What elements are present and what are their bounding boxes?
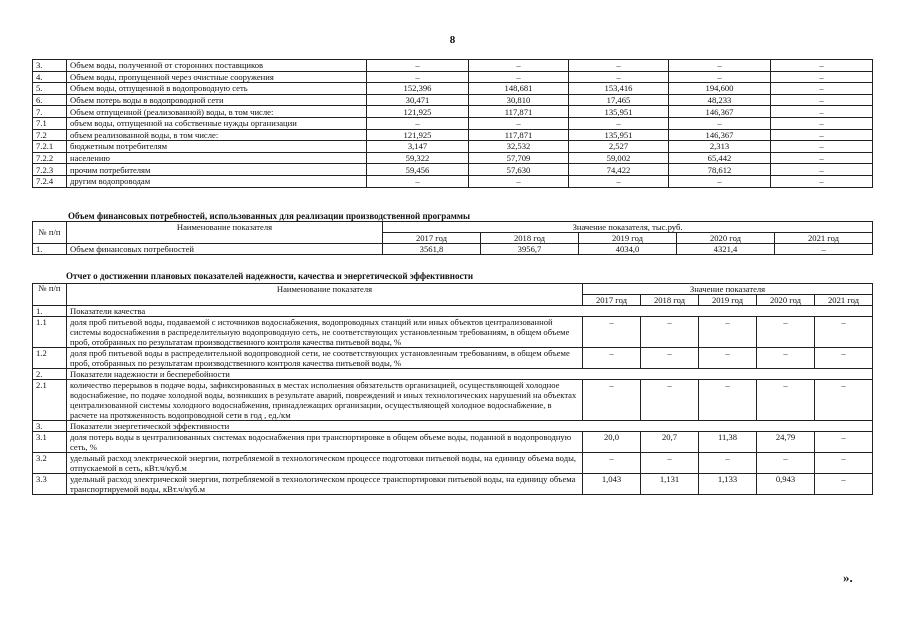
row-value: – bbox=[641, 348, 699, 369]
page-number: 8 bbox=[449, 34, 456, 46]
row-value: 194,600 bbox=[669, 83, 771, 95]
row-num: 1.1 bbox=[33, 317, 67, 348]
section-row bbox=[33, 369, 873, 380]
row-num: 4. bbox=[33, 71, 67, 83]
row-value: – bbox=[815, 432, 873, 453]
section-row bbox=[33, 306, 873, 317]
row-value: 2,313 bbox=[669, 141, 771, 153]
row-name: объем реализованной воды, в том числе: bbox=[67, 129, 367, 141]
row-value: – bbox=[641, 317, 699, 348]
row-value: – bbox=[815, 317, 873, 348]
row-value: 146,367 bbox=[669, 129, 771, 141]
row-value: – bbox=[699, 380, 757, 421]
table-row bbox=[33, 317, 873, 348]
row-value: 48,233 bbox=[669, 94, 771, 106]
row-value: – bbox=[771, 117, 873, 129]
table-row bbox=[33, 94, 873, 106]
row-value: – bbox=[469, 60, 569, 72]
row-value: – bbox=[367, 175, 469, 187]
row-value: – bbox=[815, 348, 873, 369]
table-row bbox=[33, 380, 873, 421]
year-header: 2019 год bbox=[579, 233, 677, 244]
row-num: 3.1 bbox=[33, 432, 67, 453]
section-name: Показатели надежности и бесперебойности bbox=[67, 369, 873, 380]
row-value: 2,527 bbox=[569, 141, 669, 153]
reliability-indicators-table bbox=[32, 283, 873, 495]
year-header: 2018 год bbox=[481, 233, 579, 244]
row-value: 135,951 bbox=[569, 129, 669, 141]
row-name: удельный расход электрической энергии, потребляемой в технологическом процессе транспортировки питьевой воды, на единицу объема транспортируемой воды, кВт.ч/куб.м bbox=[67, 474, 583, 495]
row-value: 59,456 bbox=[367, 164, 469, 176]
row-value: 3561,8 bbox=[383, 244, 481, 255]
row-num: 7.2.2 bbox=[33, 152, 67, 164]
row-value: – bbox=[367, 117, 469, 129]
row-num: 6. bbox=[33, 94, 67, 106]
section-num: 3. bbox=[33, 421, 67, 432]
row-value: – bbox=[583, 453, 641, 474]
header-name: Наименование показателя bbox=[67, 222, 383, 244]
row-value: 1,133 bbox=[699, 474, 757, 495]
row-value: – bbox=[757, 380, 815, 421]
row-value: – bbox=[367, 60, 469, 72]
row-value: – bbox=[669, 71, 771, 83]
row-value: 117,871 bbox=[469, 106, 569, 118]
header-value: Значение показателя bbox=[583, 284, 873, 295]
row-num: 7.2.4 bbox=[33, 175, 67, 187]
row-value: 117,871 bbox=[469, 129, 569, 141]
year-header: 2019 год bbox=[699, 295, 757, 306]
row-value: – bbox=[771, 175, 873, 187]
row-name: населению bbox=[67, 152, 367, 164]
table-row bbox=[33, 83, 873, 95]
row-value: – bbox=[641, 380, 699, 421]
row-value: – bbox=[583, 348, 641, 369]
section-row bbox=[33, 421, 873, 432]
section-name: Показатели энергетической эффективности bbox=[67, 421, 873, 432]
row-value: – bbox=[771, 141, 873, 153]
row-value: – bbox=[469, 175, 569, 187]
row-value: 20,7 bbox=[641, 432, 699, 453]
row-value: 4034,0 bbox=[579, 244, 677, 255]
row-name: Объем воды, отпущенной в водопроводную сеть bbox=[67, 83, 367, 95]
table-row bbox=[33, 71, 873, 83]
row-value: 121,925 bbox=[367, 129, 469, 141]
row-value: – bbox=[771, 60, 873, 72]
header-name: Наименование показателя bbox=[67, 284, 583, 306]
row-value: – bbox=[771, 94, 873, 106]
row-value: 74,422 bbox=[569, 164, 669, 176]
row-value: – bbox=[641, 453, 699, 474]
row-value: – bbox=[699, 453, 757, 474]
table-row bbox=[33, 164, 873, 176]
row-value: 146,367 bbox=[669, 106, 771, 118]
row-value: 0,943 bbox=[757, 474, 815, 495]
row-num: 1. bbox=[33, 244, 67, 255]
row-value: – bbox=[815, 380, 873, 421]
row-value: – bbox=[569, 175, 669, 187]
row-value: – bbox=[699, 317, 757, 348]
row-num: 7. bbox=[33, 106, 67, 118]
row-num: 7.2 bbox=[33, 129, 67, 141]
row-value: 78,612 bbox=[669, 164, 771, 176]
row-name: доля потерь воды в централизованных системах водоснабжения при транспортировке в общем объеме воды, поданной в водопроводную сеть, % bbox=[67, 432, 583, 453]
row-value: – bbox=[815, 453, 873, 474]
row-name: прочим потребителям bbox=[67, 164, 367, 176]
row-num: 3.2 bbox=[33, 453, 67, 474]
row-value: 65,442 bbox=[669, 152, 771, 164]
row-value: 32,532 bbox=[469, 141, 569, 153]
row-value: – bbox=[569, 117, 669, 129]
row-value: 17,465 bbox=[569, 94, 669, 106]
row-value: – bbox=[669, 60, 771, 72]
row-value: 153,416 bbox=[569, 83, 669, 95]
row-value: – bbox=[775, 244, 873, 255]
table-row bbox=[33, 175, 873, 187]
year-header: 2020 год bbox=[757, 295, 815, 306]
table-row bbox=[33, 152, 873, 164]
financial-needs-table bbox=[32, 221, 873, 255]
row-value: – bbox=[367, 71, 469, 83]
table-row bbox=[33, 141, 873, 153]
row-name: доля проб питьевой воды, подаваемой с источников водоснабжения, водопроводных станций или иных объектов централизованной системы водоснабжения в распределительную водопроводную сеть, не соответствующих установленным требованиям, в общем объеме проб, отобранных по результатам производственного контроля качества питьевой воды, % bbox=[67, 317, 583, 348]
table-row bbox=[33, 432, 873, 453]
table-row bbox=[33, 453, 873, 474]
row-value: 1,131 bbox=[641, 474, 699, 495]
table-row bbox=[33, 60, 873, 72]
row-value: 11,38 bbox=[699, 432, 757, 453]
row-num: 3. bbox=[33, 60, 67, 72]
section-num: 2. bbox=[33, 369, 67, 380]
year-header: 2021 год bbox=[815, 295, 873, 306]
table-row bbox=[33, 244, 873, 255]
row-name: доля проб питьевой воды в распределительной водопроводной сети, не соответствующих установленным требованиям, в общем объеме проб, отобранных по результатам производственного контроля качества питьевой воды, % bbox=[67, 348, 583, 369]
row-value: – bbox=[669, 175, 771, 187]
row-value: 59,002 bbox=[569, 152, 669, 164]
row-value: – bbox=[771, 106, 873, 118]
reliability-report-title: Отчет о достижении плановых показателей надежности, качества и энергетической эффективности bbox=[66, 271, 474, 281]
header-value: Значение показателя, тыс.руб. bbox=[383, 222, 873, 233]
row-name: другим водопроводам bbox=[67, 175, 367, 187]
row-name: Объем потерь воды в водопроводной сети bbox=[67, 94, 367, 106]
production-volumes-table bbox=[32, 59, 873, 188]
row-name: Объем воды, полученной от сторонних поставщиков bbox=[67, 60, 367, 72]
row-value: – bbox=[771, 83, 873, 95]
year-header: 2017 год bbox=[383, 233, 481, 244]
row-name: объем воды, отпущенной на собственные нужды организации bbox=[67, 117, 367, 129]
section-name: Показатели качества bbox=[67, 306, 873, 317]
closing-quote-mark: ». bbox=[843, 570, 853, 585]
row-value: – bbox=[771, 129, 873, 141]
header-num: № п/п bbox=[33, 284, 67, 306]
row-num: 7.2.1 bbox=[33, 141, 67, 153]
row-num: 3.3 bbox=[33, 474, 67, 495]
row-value: – bbox=[771, 164, 873, 176]
row-name: бюджетным потребителям bbox=[67, 141, 367, 153]
row-value: 57,630 bbox=[469, 164, 569, 176]
year-header: 2017 год bbox=[583, 295, 641, 306]
row-name: Объем отпущенной (реализованной) воды, в том числе: bbox=[67, 106, 367, 118]
row-value: – bbox=[469, 117, 569, 129]
row-value: 30,810 bbox=[469, 94, 569, 106]
row-value: – bbox=[569, 60, 669, 72]
row-num: 7.2.3 bbox=[33, 164, 67, 176]
row-name: количество перерывов в подаче воды, зафиксированных в местах исполнения обязательств организацией, осуществляющей холодное водоснабжение, по подаче холодной воды, возникших в результате аварий, повреждений и иных технологических нарушений на объектах централизованной системы холодного водоснабжения, принадлежащих организации, осуществляющей холодное водоснабжение, в расчете на протяженность водопроводной сети в год , ед./км bbox=[67, 380, 583, 421]
financial-needs-title: Объем финансовых потребностей, использованных для реализации производственной программы bbox=[68, 211, 471, 221]
row-value: 59,322 bbox=[367, 152, 469, 164]
year-header: 2021 год bbox=[775, 233, 873, 244]
row-value: – bbox=[669, 117, 771, 129]
row-value: – bbox=[815, 474, 873, 495]
section-num: 1. bbox=[33, 306, 67, 317]
row-value: 3,147 bbox=[367, 141, 469, 153]
row-value: 20,0 bbox=[583, 432, 641, 453]
row-value: 1,043 bbox=[583, 474, 641, 495]
row-num: 2.1 bbox=[33, 380, 67, 421]
row-num: 7.1 bbox=[33, 117, 67, 129]
row-value: – bbox=[771, 71, 873, 83]
row-value: 121,925 bbox=[367, 106, 469, 118]
year-header: 2018 год bbox=[641, 295, 699, 306]
row-value: 57,709 bbox=[469, 152, 569, 164]
row-value: 30,471 bbox=[367, 94, 469, 106]
row-value: – bbox=[757, 317, 815, 348]
row-value: 152,396 bbox=[367, 83, 469, 95]
row-value: 135,951 bbox=[569, 106, 669, 118]
row-value: – bbox=[757, 348, 815, 369]
row-value: 148,681 bbox=[469, 83, 569, 95]
row-num: 1.2 bbox=[33, 348, 67, 369]
row-value: – bbox=[583, 317, 641, 348]
row-name: удельный расход электрической энергии, потребляемой в технологическом процессе подготовки питьевой воды, на единицу объема воды, отпускаемой в сеть, кВт.ч/куб.м bbox=[67, 453, 583, 474]
table-row bbox=[33, 474, 873, 495]
row-name: Объем воды, пропущенной через очистные сооружения bbox=[67, 71, 367, 83]
row-value: 4321,4 bbox=[677, 244, 775, 255]
row-value: – bbox=[569, 71, 669, 83]
row-name: Объем финансовых потребностей bbox=[67, 244, 383, 255]
row-value: – bbox=[757, 453, 815, 474]
row-value: – bbox=[469, 71, 569, 83]
header-num: № п/п bbox=[33, 222, 67, 244]
row-num: 5. bbox=[33, 83, 67, 95]
row-value: – bbox=[583, 380, 641, 421]
table-row bbox=[33, 348, 873, 369]
table-row bbox=[33, 117, 873, 129]
table-row bbox=[33, 106, 873, 118]
year-header: 2020 год bbox=[677, 233, 775, 244]
table-row bbox=[33, 129, 873, 141]
row-value: 24,79 bbox=[757, 432, 815, 453]
row-value: 3956,7 bbox=[481, 244, 579, 255]
row-value: – bbox=[699, 348, 757, 369]
row-value: – bbox=[771, 152, 873, 164]
